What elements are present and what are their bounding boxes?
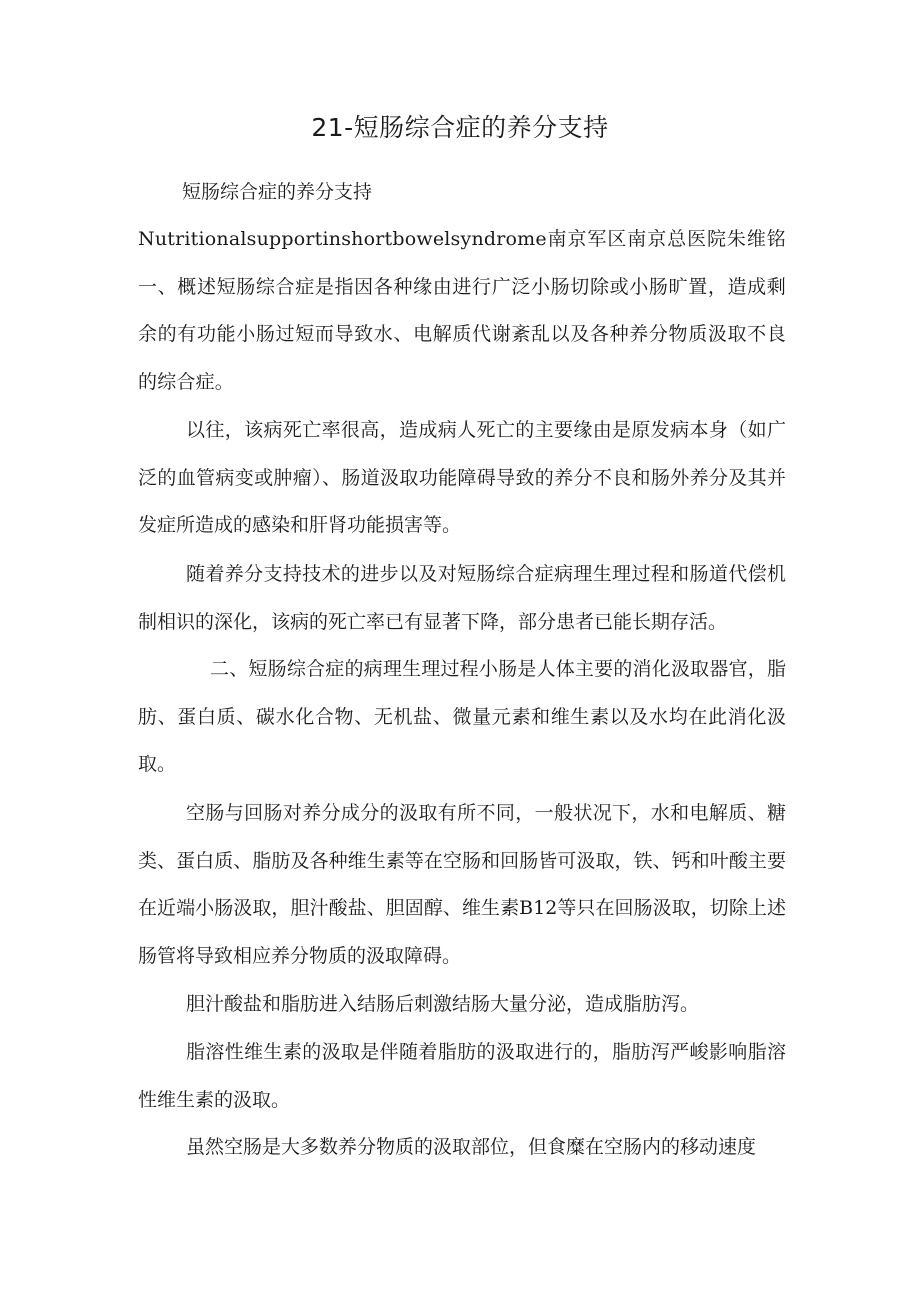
pathophysiology-paragraph: 二、短肠综合症的病理生理过程小肠是人体主要的消化汲取器官，脂肪、蛋白质、碳水化合物、无机盐、微量元素和维生素以及水均在此消化汲取。 <box>138 658 786 775</box>
jejunum-paragraph: 虽然空肠是大多数养分物质的汲取部位，但食糜在空肠内的移动速度 <box>186 1136 757 1158</box>
progress-paragraph: 随着养分支持技术的进步以及对短肠综合症病理生理过程和肠道代偿机制相识的深化，该病的死亡率已有显著下降，部分患者已能长期存活。 <box>138 563 786 633</box>
bile-acid-paragraph: 胆汁酸盐和脂肪进入结肠后刺激结肠大量分泌，造成脂肪泻。 <box>186 993 700 1015</box>
subtitle-paragraph: 短肠综合症的养分支持 <box>182 181 373 203</box>
vitamin-paragraph: 脂溶性维生素的汲取是伴随着脂肪的汲取进行的，脂肪泻严峻影响脂溶性维生素的汲取。 <box>138 1041 786 1111</box>
document-title: 21-短肠综合症的养分支持 <box>311 113 609 142</box>
overview-paragraph: Nutritionalsupportinshortbowelsyndrome南京军区南京总医院朱维铭一、概述短肠综合症是指因各种缘由进行广泛小肠切除或小肠旷置，造成剩余的有功能小肠过短而导致水、电解质代谢紊乱以及各种养分物质汲取不良的综合症。 <box>138 228 786 393</box>
mortality-paragraph: 以往，该病死亡率很高，造成病人死亡的主要缘由是原发病本身（如广泛的血管病变或肿瘤）、肠道汲取功能障碍导致的养分不良和肠外养分及其并发症所造成的感染和肝肾功能损害等。 <box>138 419 786 536</box>
absorption-paragraph: 空肠与回肠对养分成分的汲取有所不同，一般状况下，水和电解质、糖类、蛋白质、脂肪及各种维生素等在空肠和回肠皆可汲取，铁、钙和叶酸主要在近端小肠汲取，胆汁酸盐、胆固醇、维生素B12等只在回肠汲取，切除上述肠管将导致相应养分物质的汲取障碍。 <box>138 802 786 967</box>
